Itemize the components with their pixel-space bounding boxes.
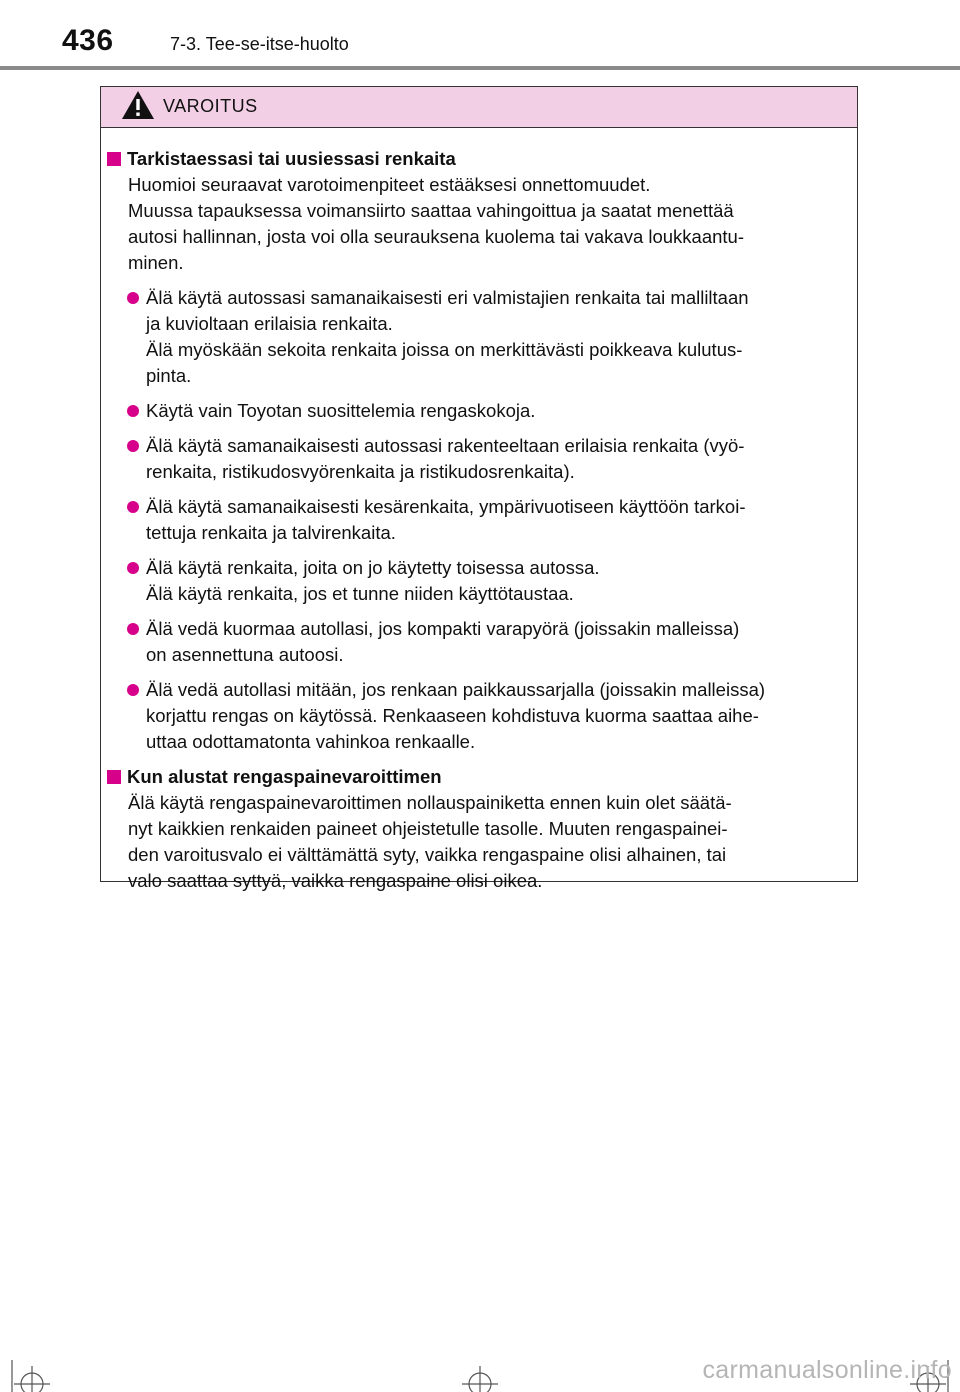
bullet-dot-icon <box>127 440 139 452</box>
bullet-line: ja kuvioltaan erilaisia renkaita. <box>146 313 393 334</box>
bullet-line: Älä myöskään sekoita renkaita joissa on merkittävästi poikkeava kulutus- <box>146 339 743 360</box>
bullet-item <box>107 398 851 424</box>
bullet-line: on asennettuna autoosi. <box>146 644 344 665</box>
bullet-line: uttaa odottamatonta vahinkoa renkaalle. <box>146 731 476 752</box>
section-title: 7-3. Tee-se-itse-huolto <box>170 34 349 54</box>
square-marker-icon <box>107 770 121 784</box>
section-heading-text: Kun alustat rengaspainevaroittimen <box>127 766 442 787</box>
bullet-item <box>107 555 851 607</box>
bullet-line: Älä käytä samanaikaisesti autossasi rakenteeltaan erilaisia renkaita (vyö- <box>146 435 745 456</box>
bullet-line: Älä käytä renkaita, jos et tunne niiden käyttötaustaa. <box>146 583 574 604</box>
bullet-dot-icon <box>127 623 139 635</box>
bullet-line: Käytä vain Toyotan suosittelemia rengaskokoja. <box>146 400 536 421</box>
section-heading-tpms-reset <box>107 764 851 790</box>
bullet-item <box>107 616 851 668</box>
bullet-dot-icon <box>127 562 139 574</box>
section-intro-paragraph <box>107 172 851 276</box>
paragraph-line: nyt kaikkien renkaiden paineet ohjeistetulle tasolle. Muuten rengaspainei- <box>128 818 728 839</box>
bullet-dot-icon <box>127 405 139 417</box>
section-heading-tire-check <box>107 146 851 172</box>
paragraph-line: Huomioi seuraavat varotoimenpiteet estääksesi onnettomuudet. <box>128 174 651 195</box>
paragraph-line: Älä käytä rengaspainevaroittimen nollauspainiketta ennen kuin olet säätä- <box>128 792 732 813</box>
header-divider <box>0 66 960 70</box>
bullet-dot-icon <box>127 501 139 513</box>
bullet-line: pinta. <box>146 365 192 386</box>
warning-title: VAROITUS <box>163 96 258 116</box>
square-marker-icon <box>107 152 121 166</box>
section-intro-paragraph <box>107 790 851 894</box>
bullet-dot-icon <box>127 292 139 304</box>
bullet-line: korjattu rengas on käytössä. Renkaaseen kohdistuva kuorma saattaa aihe- <box>146 705 759 726</box>
paragraph-line: autosi hallinnan, josta voi olla seurauksena kuolema tai vakava loukkaantu- <box>128 226 745 247</box>
section-heading-text: Tarkistaessasi tai uusiessasi renkaita <box>127 148 456 169</box>
warning-box <box>100 86 858 891</box>
paragraph-line: minen. <box>128 252 184 273</box>
paragraph-line: Muussa tapauksessa voimansiirto saattaa vahingoittua ja saatat menettää <box>128 200 734 221</box>
bullet-item <box>107 494 851 546</box>
page-number: 436 <box>62 24 114 57</box>
bullet-dot-icon <box>127 684 139 696</box>
warning-header <box>101 87 857 128</box>
bullet-item <box>107 677 851 755</box>
bullet-line: Älä käytä renkaita, joita on jo käytetty toisessa autossa. <box>146 557 600 578</box>
paragraph-line: den varoitusvalo ei välttämättä syty, vaikka rengaspaine olisi alhainen, tai <box>128 844 727 865</box>
bullet-line: Älä käytä autossasi samanaikaisesti eri valmistajien renkaita tai malliltaan <box>146 287 749 308</box>
bullet-line: Älä vedä autollasi mitään, jos renkaan paikkaussarjalla (joissakin malleissa) <box>146 679 766 700</box>
bullet-line: Älä vedä kuormaa autollasi, jos kompakti varapyörä (joissakin malleissa) <box>146 618 740 639</box>
bullet-line: renkaita, ristikudosvyörenkaita ja ristikudosrenkaita). <box>146 461 575 482</box>
bullet-item <box>107 285 851 389</box>
registration-mark-icon <box>12 1360 50 1392</box>
watermark: carmanualsonline.info <box>702 1356 952 1384</box>
registration-mark-icon <box>462 1366 498 1392</box>
warning-triangle-icon <box>121 90 155 120</box>
bullet-line: Älä käytä samanaikaisesti kesärenkaita, ympärivuotiseen käyttöön tarkoi- <box>146 496 746 517</box>
bullet-line: tettuja renkaita ja talvirenkaita. <box>146 522 396 543</box>
warning-body <box>101 128 857 894</box>
bullet-item <box>107 433 851 485</box>
paragraph-line: valo saattaa syttyä, vaikka rengaspaine olisi oikea. <box>128 870 543 891</box>
